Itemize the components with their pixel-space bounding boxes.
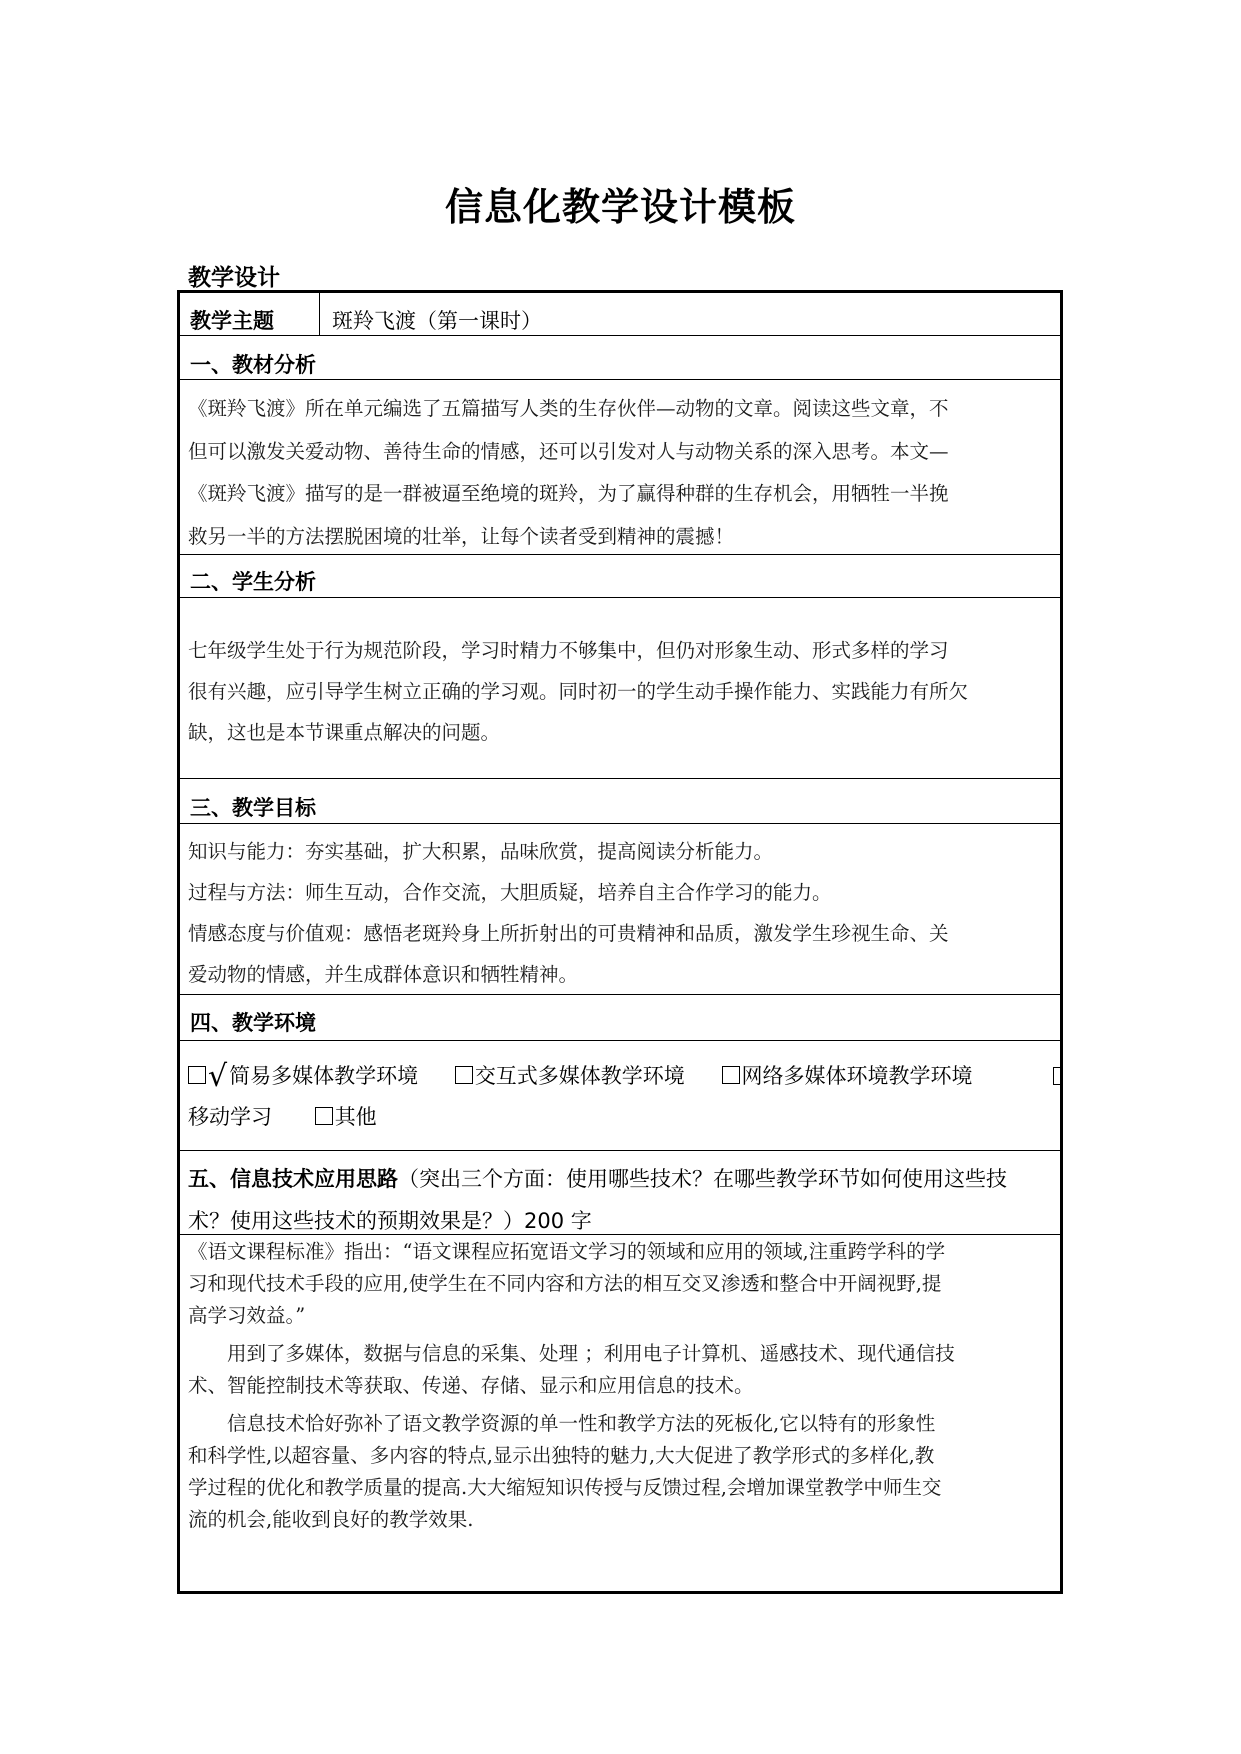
env-option-mobile-learning[interactable]: 移动学习 [188, 1105, 272, 1129]
textbook-analysis-text [188, 388, 1054, 558]
paragraph [188, 1338, 1054, 1402]
section-heading-teaching-goals: 三、教学目标 [190, 796, 316, 820]
text-line: 流的机会,能收到良好的教学效果. [188, 1508, 474, 1531]
teaching-goals-text [188, 831, 1054, 995]
env-option-label: 其他 [334, 1105, 377, 1129]
paragraph [188, 1236, 1054, 1332]
checkbox-icon[interactable] [188, 1066, 206, 1084]
env-option-interactive-multimedia[interactable] [455, 1064, 692, 1088]
text-line: 用到了多媒体，数据与信息的采集、处理 ；利用电子计算机、遥感技术、现代通信技 [227, 1342, 955, 1365]
env-option-label: 网络多媒体环境教学环境 [741, 1064, 973, 1088]
document-subtitle: 教学设计 [188, 265, 280, 291]
heading-bold: 五、信息技术应用思路 [188, 1167, 398, 1191]
row-divider [177, 597, 1063, 598]
checkbox-icon[interactable] [1053, 1067, 1062, 1085]
row-divider [177, 379, 1063, 380]
section-heading-it-application [188, 1158, 1054, 1242]
text-line: 《斑羚飞渡》所在单元编选了五篇描写人类的生存伙伴—动物的文章。阅读这些文章，不 [188, 397, 949, 420]
text-line: 信息技术恰好弥补了语文教学资源的单一性和教学方法的死板化,它以特有的形象性 [227, 1412, 936, 1435]
paragraph [188, 1408, 1054, 1536]
it-application-text [188, 1236, 1054, 1536]
column-divider [319, 292, 320, 336]
heading-line: 术？使用这些技术的预期效果是？）200 字 [188, 1209, 592, 1233]
row-divider [177, 1150, 1063, 1151]
checkbox-icon[interactable] [722, 1066, 740, 1084]
document-title: 信息化教学设计模板 [444, 185, 796, 229]
text-line: 术、智能控制技术等获取、传递、存储、显示和应用信息的技术。 [188, 1374, 754, 1397]
topic-value: 斑羚飞渡（第一课时） [332, 309, 542, 333]
heading-note: （突出三个方面：使用哪些技术？在哪些教学环节如何使用这些技 [398, 1167, 1007, 1191]
section-heading-student-analysis: 二、学生分析 [190, 570, 316, 594]
text-line: 很有兴趣，应引导学生树立正确的学习观。同时初一的学生动手操作能力、实践能力有所欠 [188, 680, 969, 703]
env-option-label: 交互式多媒体教学环境 [474, 1064, 685, 1088]
env-option-label: 简易多媒体教学环境 [229, 1064, 419, 1088]
text-line: 情感态度与价值观：感悟老斑羚身上所折射出的可贵精神和品质，激发学生珍视生命、关 [188, 922, 949, 945]
row-divider [177, 778, 1063, 779]
text-line: 知识与能力：夯实基础，扩大积累，品味欣赏，提高阅读分析能力。 [188, 840, 774, 863]
env-option-network-multimedia[interactable] [722, 1064, 973, 1088]
env-option-simple-multimedia[interactable] [188, 1059, 425, 1094]
checkbox-icon[interactable] [455, 1066, 473, 1084]
section-heading-teaching-environment: 四、教学环境 [190, 1011, 316, 1035]
topic-label: 教学主题 [190, 309, 274, 333]
row-divider [177, 335, 1063, 336]
student-analysis-text [188, 630, 1054, 753]
text-line: 学过程的优化和教学质量的提高.大大缩短知识传授与反馈过程,会增加课堂教学中师生交 [188, 1476, 942, 1499]
row-divider [177, 1040, 1063, 1041]
env-option-other[interactable] [315, 1105, 377, 1129]
text-line: 高学习效益。” [188, 1304, 306, 1327]
text-line: 过程与方法：师生互动，合作交流，大胆质疑，培养自主合作学习的能力。 [188, 881, 832, 904]
text-line: 缺，这也是本节课重点解决的问题。 [188, 721, 501, 744]
section-heading-textbook-analysis: 一、教材分析 [190, 353, 316, 377]
checkbox-icon[interactable] [315, 1107, 333, 1125]
heading-line [188, 1158, 1054, 1200]
text-line: 《斑羚飞渡》描写的是一群被逼至绝境的斑羚，为了赢得种群的生存机会，用牺牲一半挽 [188, 482, 949, 505]
environment-options-line2 [188, 1101, 377, 1131]
environment-options-line1 [188, 1060, 973, 1092]
text-line: 《语文课程标准》指出：“语文课程应拓宽语文学习的领域和应用的领域,注重跨学科的学 [188, 1240, 946, 1263]
text-line: 但可以激发关爱动物、善待生命的情感，还可以引发对人与动物关系的深入思考。本文— [188, 439, 949, 463]
check-mark-icon: √ [208, 1059, 228, 1094]
text-line: 七年级学生处于行为规范阶段，学习时精力不够集中，但仍对形象生动、形式多样的学习 [188, 639, 949, 662]
row-divider [177, 823, 1063, 824]
text-line: 救另一半的方法摆脱困境的壮举，让每个读者受到精神的震撼！ [188, 524, 735, 548]
text-line: 习和现代技术手段的应用,使学生在不同内容和方法的相互交叉渗透和整合中开阔视野,提 [188, 1272, 942, 1295]
text-line: 和科学性,以超容量、多内容的特点,显示出独特的魅力,大大促进了教学形式的多样化,教 [188, 1444, 935, 1467]
text-line: 爱动物的情感，并生成群体意识和牺牲精神。 [188, 963, 579, 986]
